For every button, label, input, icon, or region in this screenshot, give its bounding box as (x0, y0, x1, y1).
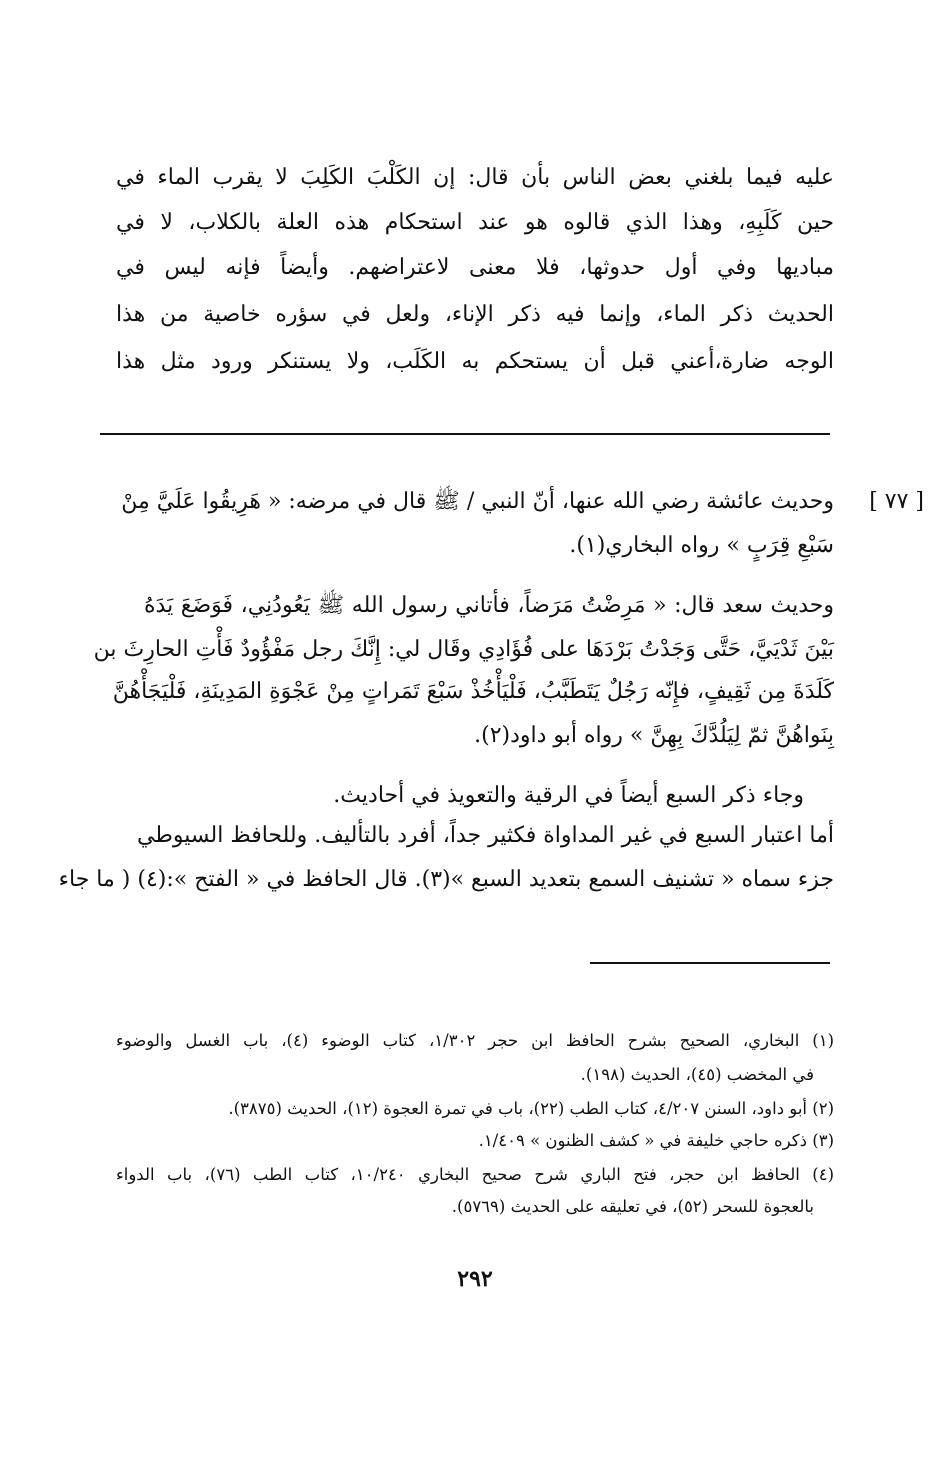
hadith-line-8: أما اعتبار السبع في غير المداواة فكثير جداً، أفرد بالتأليف. وللحافظ السيوطي (137, 823, 834, 848)
footnote-separator (590, 962, 830, 964)
hadith-number: [ ٧٧ ] (869, 489, 924, 514)
hadith-line-6: بِنَواهُنَّ ثمّ لِيَلُدَّكَ بِهِنَّ » رواه أبو داود(٢). (474, 723, 834, 748)
footnote-4-line-1: (٤) الحافظ ابن حجر، فتح الباري شرح صحيح البخاري ١٠/٢٤٠، كتاب الطب (٧٦)، باب الدواء (116, 1165, 834, 1184)
main-text-line-2: حين كَلَبِهِ، وهذا الذي قالوه هو عند استحكام هذه العلة بالكلاب، لا في (116, 210, 834, 235)
main-text-line-1: عليه فيما بلغني بعض الناس بأن قال: إن الكَلْبَ الكَلِبَ لا يقرب الماء في (116, 165, 834, 190)
footnote-3: (٣) ذكره حاجي خليفة في « كشف الظنون » ١/٤٠٩. (478, 1131, 834, 1150)
hadith-line-9: جزء سماه « تشنيف السمع بتعديد السبع »(٣). قال الحافظ في « الفتح »:(٤) ( ما جاء (58, 867, 834, 892)
hadith-line-7: وجاء ذكر السبع أيضاً في الرقية والتعويذ في أحاديث. (333, 783, 804, 808)
hadith-line-2: سَبْعِ قِرَبٍ » رواه البخاري(١). (569, 533, 834, 558)
main-text-line-5: الوجه ضارة،أعني قبل أن يستحكم به الكَلَب، ولا يستنكر ورود مثل هذا (116, 349, 834, 374)
footnote-1-line-2: في المخضب (٤٥)، الحديث (١٩٨). (580, 1065, 814, 1084)
hadith-line-5: كَلَدَةَ مِن ثَقِيفٍ، فإِنّه رَجُلٌ يَتَطَبَّبُ، فَلْيَأْخُذْ سَبْعَ تَمَراتٍ مِنْ عَجْوَةِ المَدِينَةِ، فَلْيَجَأْهُنَّ (112, 679, 834, 704)
footnote-1-line-1: (١) البخاري، الصحيح بشرح الحافظ ابن حجر ١/٣٠٢، كتاب الوضوء (٤)، باب الغسل والوضوء (116, 1031, 834, 1050)
section-separator (100, 433, 830, 435)
footnote-4-line-2: بالعجوة للسحر (٥٢)، في تعليقه على الحديث (٥٧٦٩). (451, 1197, 814, 1216)
footnote-2: (٢) أبو داود، السنن ٤/٢٠٧، كتاب الطب (٢٢)، باب في تمرة العجوة (١٢)، الحديث (٣٨٧٥). (228, 1099, 834, 1118)
hadith-line-1: وحديث عائشة رضي الله عنها، أنّ النبي / ﷺ قال في مرضه: « هَرِيقُوا عَلَيَّ مِنْ (121, 489, 834, 514)
hadith-line-3: وحديث سعد قال: « مَرِضْتُ مَرَضاً، فأتاني رسول الله ﷺ يَعُودُنِي، فَوَضَعَ يَدَهُ (144, 593, 834, 618)
page-number: ٢٩٢ (457, 1266, 493, 1292)
hadith-line-4: بَيْنَ ثَدْيَيَّ، حَتَّى وَجَدْتُ بَرْدَهَا على فُؤَادِي وقَال لي: إِنَّكَ رجل مَفْؤُودٌ فَأْتِ الحارِثَ بن (93, 637, 834, 662)
main-text-line-4: الحديث ذكر الماء، وإنما فيه ذكر الإناء، ولعل في سؤره خاصية من هذا (116, 302, 834, 327)
main-text-line-3: مباديها وفي أول حدوثها، فلا معنى لاعتراضهم. وأيضاً فإنه ليس في (116, 255, 834, 280)
